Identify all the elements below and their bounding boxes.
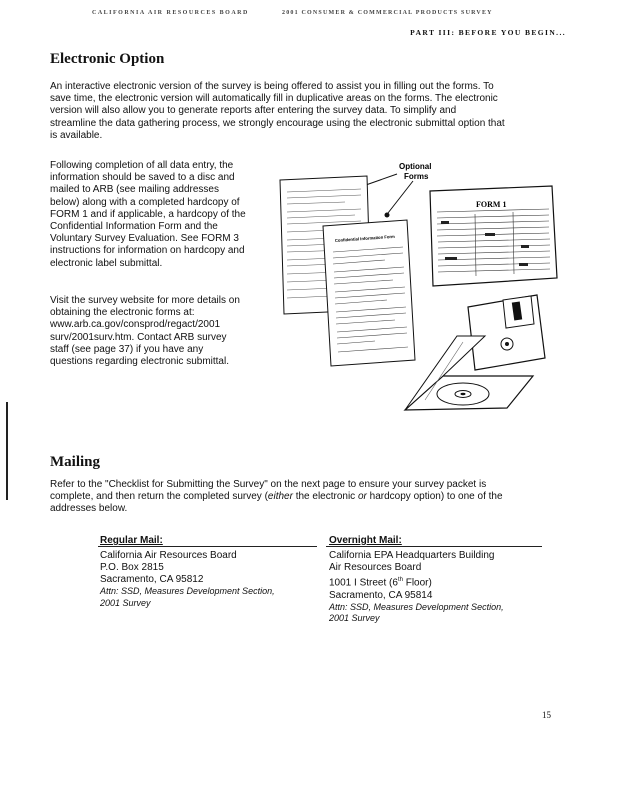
- mailing-intro-line: complete, and then return the completed survey (either the electronic or hardcopy option) to one of the: [50, 491, 503, 503]
- electronic-intro-paragraph: [50, 81, 570, 142]
- page-number: 15: [542, 710, 551, 720]
- regular-mail-block: [100, 535, 275, 609]
- paragraph-line: streamline the data gathering process, we strongly encourage using the electronic submittal option that: [50, 117, 505, 129]
- overnight-mail-block: [329, 535, 504, 625]
- paragraph-line: mailed to ARB (see mailing addresses: [50, 184, 219, 196]
- attention-line: Attn: SSD, Measures Development Section,: [329, 601, 504, 612]
- forms-callout-label: Forms: [404, 172, 429, 181]
- electronic-option-heading: Electronic Option: [50, 51, 165, 67]
- regular-mail-heading: Regular Mail:: [100, 535, 163, 546]
- optional-form-document-front: [323, 220, 415, 366]
- paragraph-line: www.arb.ca.gov/consprod/regact/2001: [50, 319, 221, 331]
- mailing-heading: Mailing: [50, 454, 101, 470]
- paragraph-line: electronic label submittal.: [50, 257, 163, 269]
- paragraph-line: Confidential Information Form and the: [50, 221, 218, 233]
- mailing-intro-paragraph: [50, 479, 590, 516]
- running-header-left: CALIFORNIA AIR RESOURCES BOARD: [92, 10, 249, 16]
- paragraph-line: save time, the electronic version will automatically fill in duplicative areas on the forms. The electronic: [50, 93, 498, 105]
- optional-callout-label: Optional: [399, 162, 432, 171]
- paragraph-line: below) along with a completed hardcopy of: [50, 196, 240, 208]
- paragraph-line: version will also allow you to generate reports after entering the survey data. To simplify and: [50, 105, 457, 117]
- paragraph-line: is available.: [50, 129, 103, 141]
- part-header: PART III: BEFORE YOU BEGIN...: [410, 28, 566, 37]
- address-line: California Air Resources Board: [100, 550, 237, 562]
- paragraph-line: Following completion of all data entry, the: [50, 160, 234, 171]
- attention-line: 2001 Survey: [100, 597, 151, 608]
- mailing-intro-line: addresses below.: [50, 503, 128, 515]
- data-entry-paragraph: [50, 160, 275, 270]
- paragraph-line: An interactive electronic version of the survey is being offered to assist you in filling out the forms. To: [50, 81, 494, 92]
- address-line: Sacramento, CA 95812: [100, 574, 204, 586]
- margin-change-bar: [6, 402, 8, 500]
- address-line: Sacramento, CA 95814: [329, 589, 433, 601]
- paragraph-line: surv/2001surv.htm. Contact ARB survey: [50, 331, 227, 343]
- overnight-mail-heading: Overnight Mail:: [329, 535, 402, 546]
- running-header-title: 2001 CONSUMER & COMMERCIAL PRODUCTS SURVEY: [282, 10, 493, 16]
- attention-line: Attn: SSD, Measures Development Section,: [100, 586, 275, 597]
- paragraph-line: information should be saved to a disc and: [50, 172, 235, 184]
- floppy-disk-icon: [468, 295, 545, 370]
- mailing-intro-line: Refer to the "Checklist for Submitting the Survey" on the next page to ensure your survey packet is: [50, 479, 487, 490]
- paragraph-line: staff (see page 37) if you have any: [50, 343, 204, 355]
- address-line: P.O. Box 2815: [100, 562, 164, 574]
- paragraph-line: obtaining the electronic forms at:: [50, 307, 195, 319]
- confidential-form-title: Confidential Information Form: [334, 233, 395, 243]
- paragraph-line: instructions for information on hardcopy and: [50, 245, 245, 257]
- forms-and-media-illustration: [275, 158, 565, 428]
- form-1-sheet: [430, 186, 557, 286]
- attention-line: 2001 Survey: [329, 613, 380, 624]
- website-paragraph: [50, 295, 275, 368]
- paragraph-line: Voluntary Survey Evaluation. See FORM 3: [50, 233, 239, 245]
- paragraph-line: Visit the survey website for more details on: [50, 295, 240, 306]
- paragraph-line: questions regarding electronic submittal.: [50, 356, 229, 368]
- paragraph-line: FORM 1 and if applicable, a hardcopy of the: [50, 208, 246, 220]
- address-line: California EPA Headquarters Building: [329, 550, 495, 562]
- form-1-label: FORM 1: [476, 200, 507, 209]
- address-line: 1001 I Street (6th Floor): [329, 577, 432, 589]
- address-line: Air Resources Board: [329, 562, 422, 574]
